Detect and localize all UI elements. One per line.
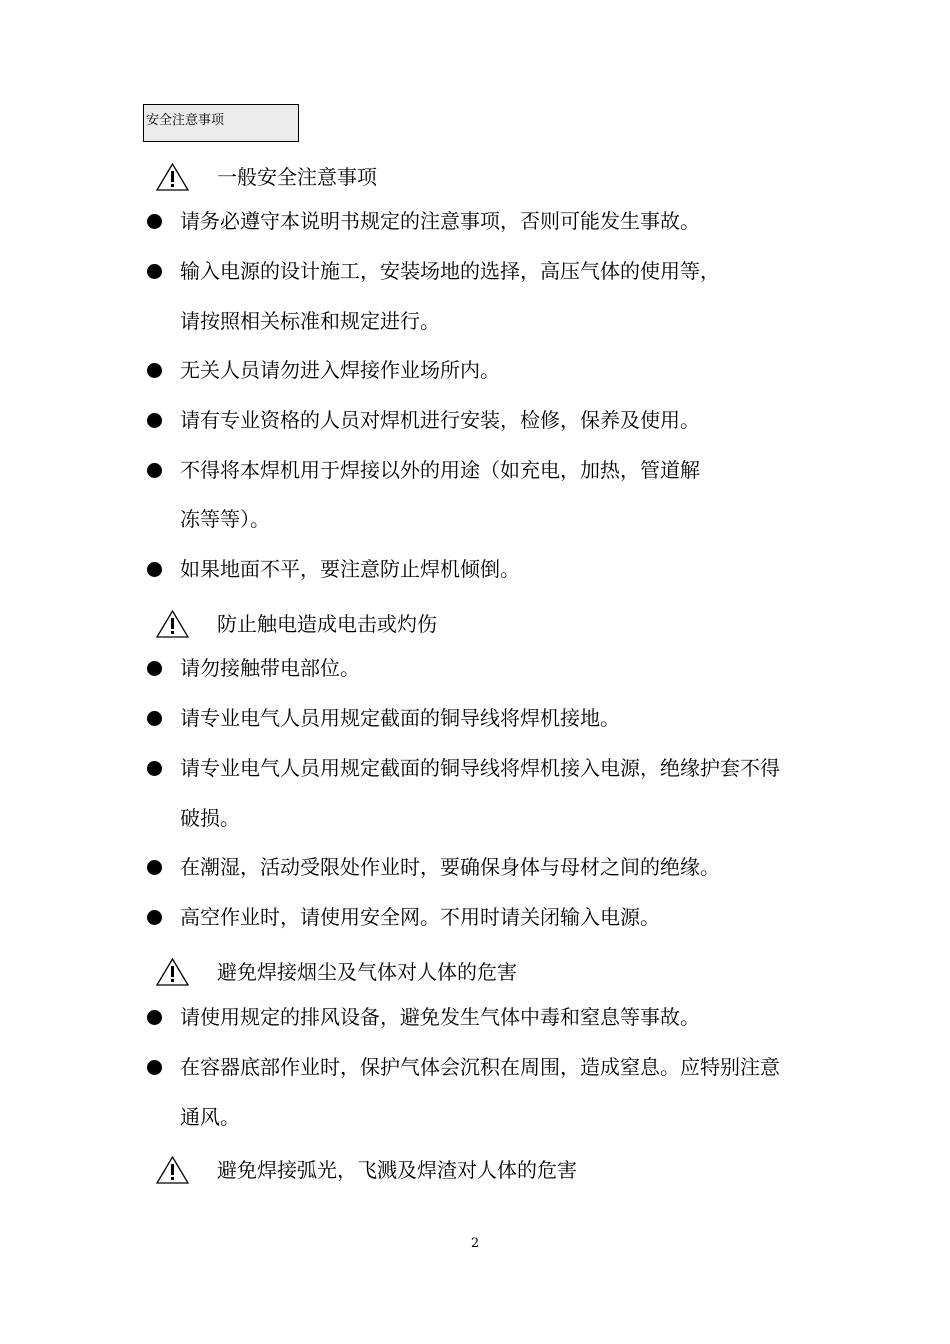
section-title: 防止触电造成电击或灼伤 <box>217 612 437 636</box>
page-number: 2 <box>470 1236 480 1251</box>
warning-triangle-icon <box>155 162 190 192</box>
list-item: 请使用规定的排风设备，避免发生气体中毒和窒息等事故。 <box>180 1005 700 1029</box>
bullet-dot <box>147 661 162 676</box>
list-item: 输入电源的设计施工，安装场地的选择，高压气体的使用等， <box>180 259 720 283</box>
list-item-continuation: 请按照相关标准和规定进行。 <box>180 309 440 333</box>
bullet-dot <box>147 463 162 478</box>
bullet-dot <box>147 264 162 279</box>
list-item-continuation: 破损。 <box>180 806 240 830</box>
warning-triangle-icon <box>155 609 190 639</box>
bullet-dot <box>147 562 162 577</box>
list-item-continuation: 冻等等）。 <box>180 507 270 531</box>
list-item: 不得将本焊机用于焊接以外的用途（如充电，加热，管道解 <box>180 458 700 482</box>
section-title: 一般安全注意事项 <box>217 165 377 189</box>
list-item: 请专业电气人员用规定截面的铜导线将焊机接入电源，绝缘护套不得 <box>180 756 780 780</box>
bullet-dot <box>147 1060 162 1075</box>
bullet-dot <box>147 761 162 776</box>
list-item: 请有专业资格的人员对焊机进行安装，检修，保养及使用。 <box>180 408 700 432</box>
list-item: 请务必遵守本说明书规定的注意事项，否则可能发生事故。 <box>180 209 700 233</box>
list-item: 请专业电气人员用规定截面的铜导线将焊机接地。 <box>180 706 620 730</box>
section-title: 避免焊接烟尘及气体对人体的危害 <box>217 960 517 984</box>
list-item-continuation: 通风。 <box>180 1105 240 1129</box>
section-tab-label: 安全注意事项 <box>143 104 299 142</box>
list-item: 在容器底部作业时，保护气体会沉积在周围，造成窒息。应特别注意 <box>180 1055 780 1079</box>
bullet-dot <box>147 711 162 726</box>
bullet-dot <box>147 910 162 925</box>
section-heading-fumes <box>155 957 517 987</box>
section-heading-general <box>155 162 377 192</box>
bullet-dot <box>147 214 162 229</box>
section-heading-arc-light <box>155 1155 577 1185</box>
list-item: 无关人员请勿进入焊接作业场所内。 <box>180 358 500 382</box>
bullet-dot <box>147 1010 162 1025</box>
bullet-dot <box>147 363 162 378</box>
warning-triangle-icon <box>155 957 190 987</box>
list-item: 高空作业时，请使用安全网。不用时请关闭输入电源。 <box>180 905 660 929</box>
bullet-dot <box>147 413 162 428</box>
section-title: 避免焊接弧光，飞溅及焊渣对人体的危害 <box>217 1158 577 1182</box>
list-item: 如果地面不平，要注意防止焊机倾倒。 <box>180 557 520 581</box>
list-item: 请勿接触带电部位。 <box>180 656 360 680</box>
list-item: 在潮湿，活动受限处作业时，要确保身体与母材之间的绝缘。 <box>180 855 720 879</box>
section-heading-electric-shock <box>155 609 437 639</box>
warning-triangle-icon <box>155 1155 190 1185</box>
bullet-dot <box>147 860 162 875</box>
